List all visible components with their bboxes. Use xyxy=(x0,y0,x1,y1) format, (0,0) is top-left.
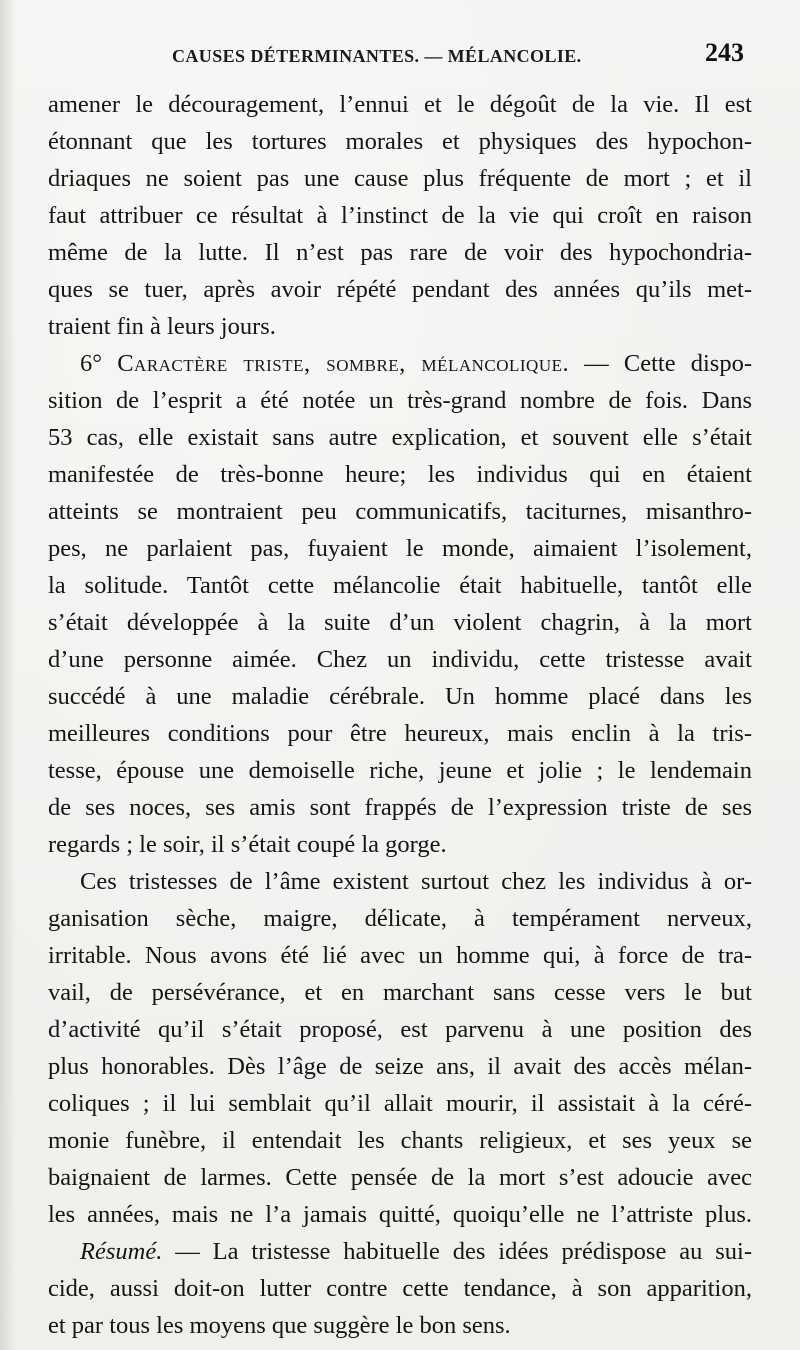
text-line: de ses noces, ses amis sont frappés de l’expression triste de ses xyxy=(48,794,752,821)
text-line: et par tous les moyens que suggère le bon sens. xyxy=(48,1312,511,1339)
summary-first-line xyxy=(48,1233,752,1270)
section-number: 6° xyxy=(80,350,103,377)
text-line: monie funèbre, il entendait les chants religieux, et ses yeux se xyxy=(48,1127,752,1154)
text-line: même de la lutte. Il n’est pas rare de voir des hypochondria- xyxy=(48,239,752,266)
section-heading: Caractère triste, sombre, mélancolique. xyxy=(117,350,570,377)
text-line: manifestée de très-bonne heure; les individus qui en étaient xyxy=(48,461,752,488)
text-line: pes, ne parlaient pas, fuyaient le monde, aimaient l’isolement, xyxy=(48,535,752,562)
text-line: sition de l’esprit a été notée un très-grand nombre de fois. Dans xyxy=(48,387,752,414)
text-line: ques se tuer, après avoir répété pendant des années qu’ils met- xyxy=(48,276,752,303)
text-line: tesse, épouse une demoiselle riche, jeune et jolie ; le lendemain xyxy=(48,757,752,784)
text-line: amener le découragement, l’ennui et le dégoût de la vie. Il est xyxy=(48,91,752,118)
paragraph-3 xyxy=(48,863,752,1233)
text-line: la solitude. Tantôt cette mélancolie était habituelle, tantôt elle xyxy=(48,572,752,599)
text-line: les années, mais ne l’a jamais quitté, quoiqu’elle ne l’attriste plus. xyxy=(48,1201,752,1228)
paragraph-2 xyxy=(48,345,752,863)
text-line: regards ; le soir, il s’était coupé la gorge. xyxy=(48,831,447,858)
page-gutter-shadow xyxy=(0,0,16,1350)
summary-label: Résumé. xyxy=(80,1238,163,1265)
text-line: cide, aussi doit-on lutter contre cette tendance, à son apparition, xyxy=(48,1275,752,1302)
text-line: vail, de persévérance, et en marchant sans cesse vers le but xyxy=(48,979,752,1006)
text-line: irritable. Nous avons été lié avec un homme qui, à force de tra- xyxy=(48,942,752,969)
text-line: faut attribuer ce résultat à l’instinct de la vie qui croît en raison xyxy=(48,202,752,229)
text-line: succédé à une maladie cérébrale. Un homme placé dans les xyxy=(48,683,752,710)
text-line: coliques ; il lui semblait qu’il allait mourir, il assistait à la céré- xyxy=(48,1090,752,1117)
text-line: plus honorables. Dès l’âge de seize ans, il avait des accès mélan- xyxy=(48,1053,752,1080)
summary-text: — La tristesse habituelle des idées prédispose au sui- xyxy=(162,1238,752,1265)
page-header xyxy=(0,36,800,76)
paragraph-summary xyxy=(48,1233,752,1344)
text-line: atteints se montraient peu communicatifs, taciturnes, misanthro- xyxy=(48,498,752,525)
section-heading-tail: — Cette dispo- xyxy=(569,350,752,377)
text-line: driaques ne soient pas une cause plus fréquente de mort ; et il xyxy=(48,165,752,192)
body-text xyxy=(48,86,752,1344)
text-line: s’était développée à la suite d’un violent chagrin, à la mort xyxy=(48,609,752,636)
text-line: 53 cas, elle existait sans autre explication, et souvent elle s’était xyxy=(48,424,752,451)
text-line: ganisation sèche, maigre, délicate, à tempérament nerveux, xyxy=(48,905,752,932)
paragraph-1 xyxy=(48,86,752,345)
text-line: baignaient de larmes. Cette pensée de la mort s’est adoucie avec xyxy=(48,1164,752,1191)
text-line: meilleures conditions pour être heureux, mais enclin à la tris- xyxy=(48,720,752,747)
page-number: 243 xyxy=(705,38,744,67)
running-head: CAUSES DÉTERMINANTES. — MÉLANCOLIE. xyxy=(172,46,582,66)
text-line: d’activité qu’il s’était proposé, est parvenu à une position des xyxy=(48,1016,752,1043)
section-heading-line xyxy=(48,345,752,382)
text-line: traient fin à leurs jours. xyxy=(48,313,276,340)
text-line: Ces tristesses de l’âme existent surtout chez les individus à or- xyxy=(80,868,752,895)
text-line: d’une personne aimée. Chez un individu, cette tristesse avait xyxy=(48,646,752,673)
text-line: étonnant que les tortures morales et physiques des hypochon- xyxy=(48,128,752,155)
